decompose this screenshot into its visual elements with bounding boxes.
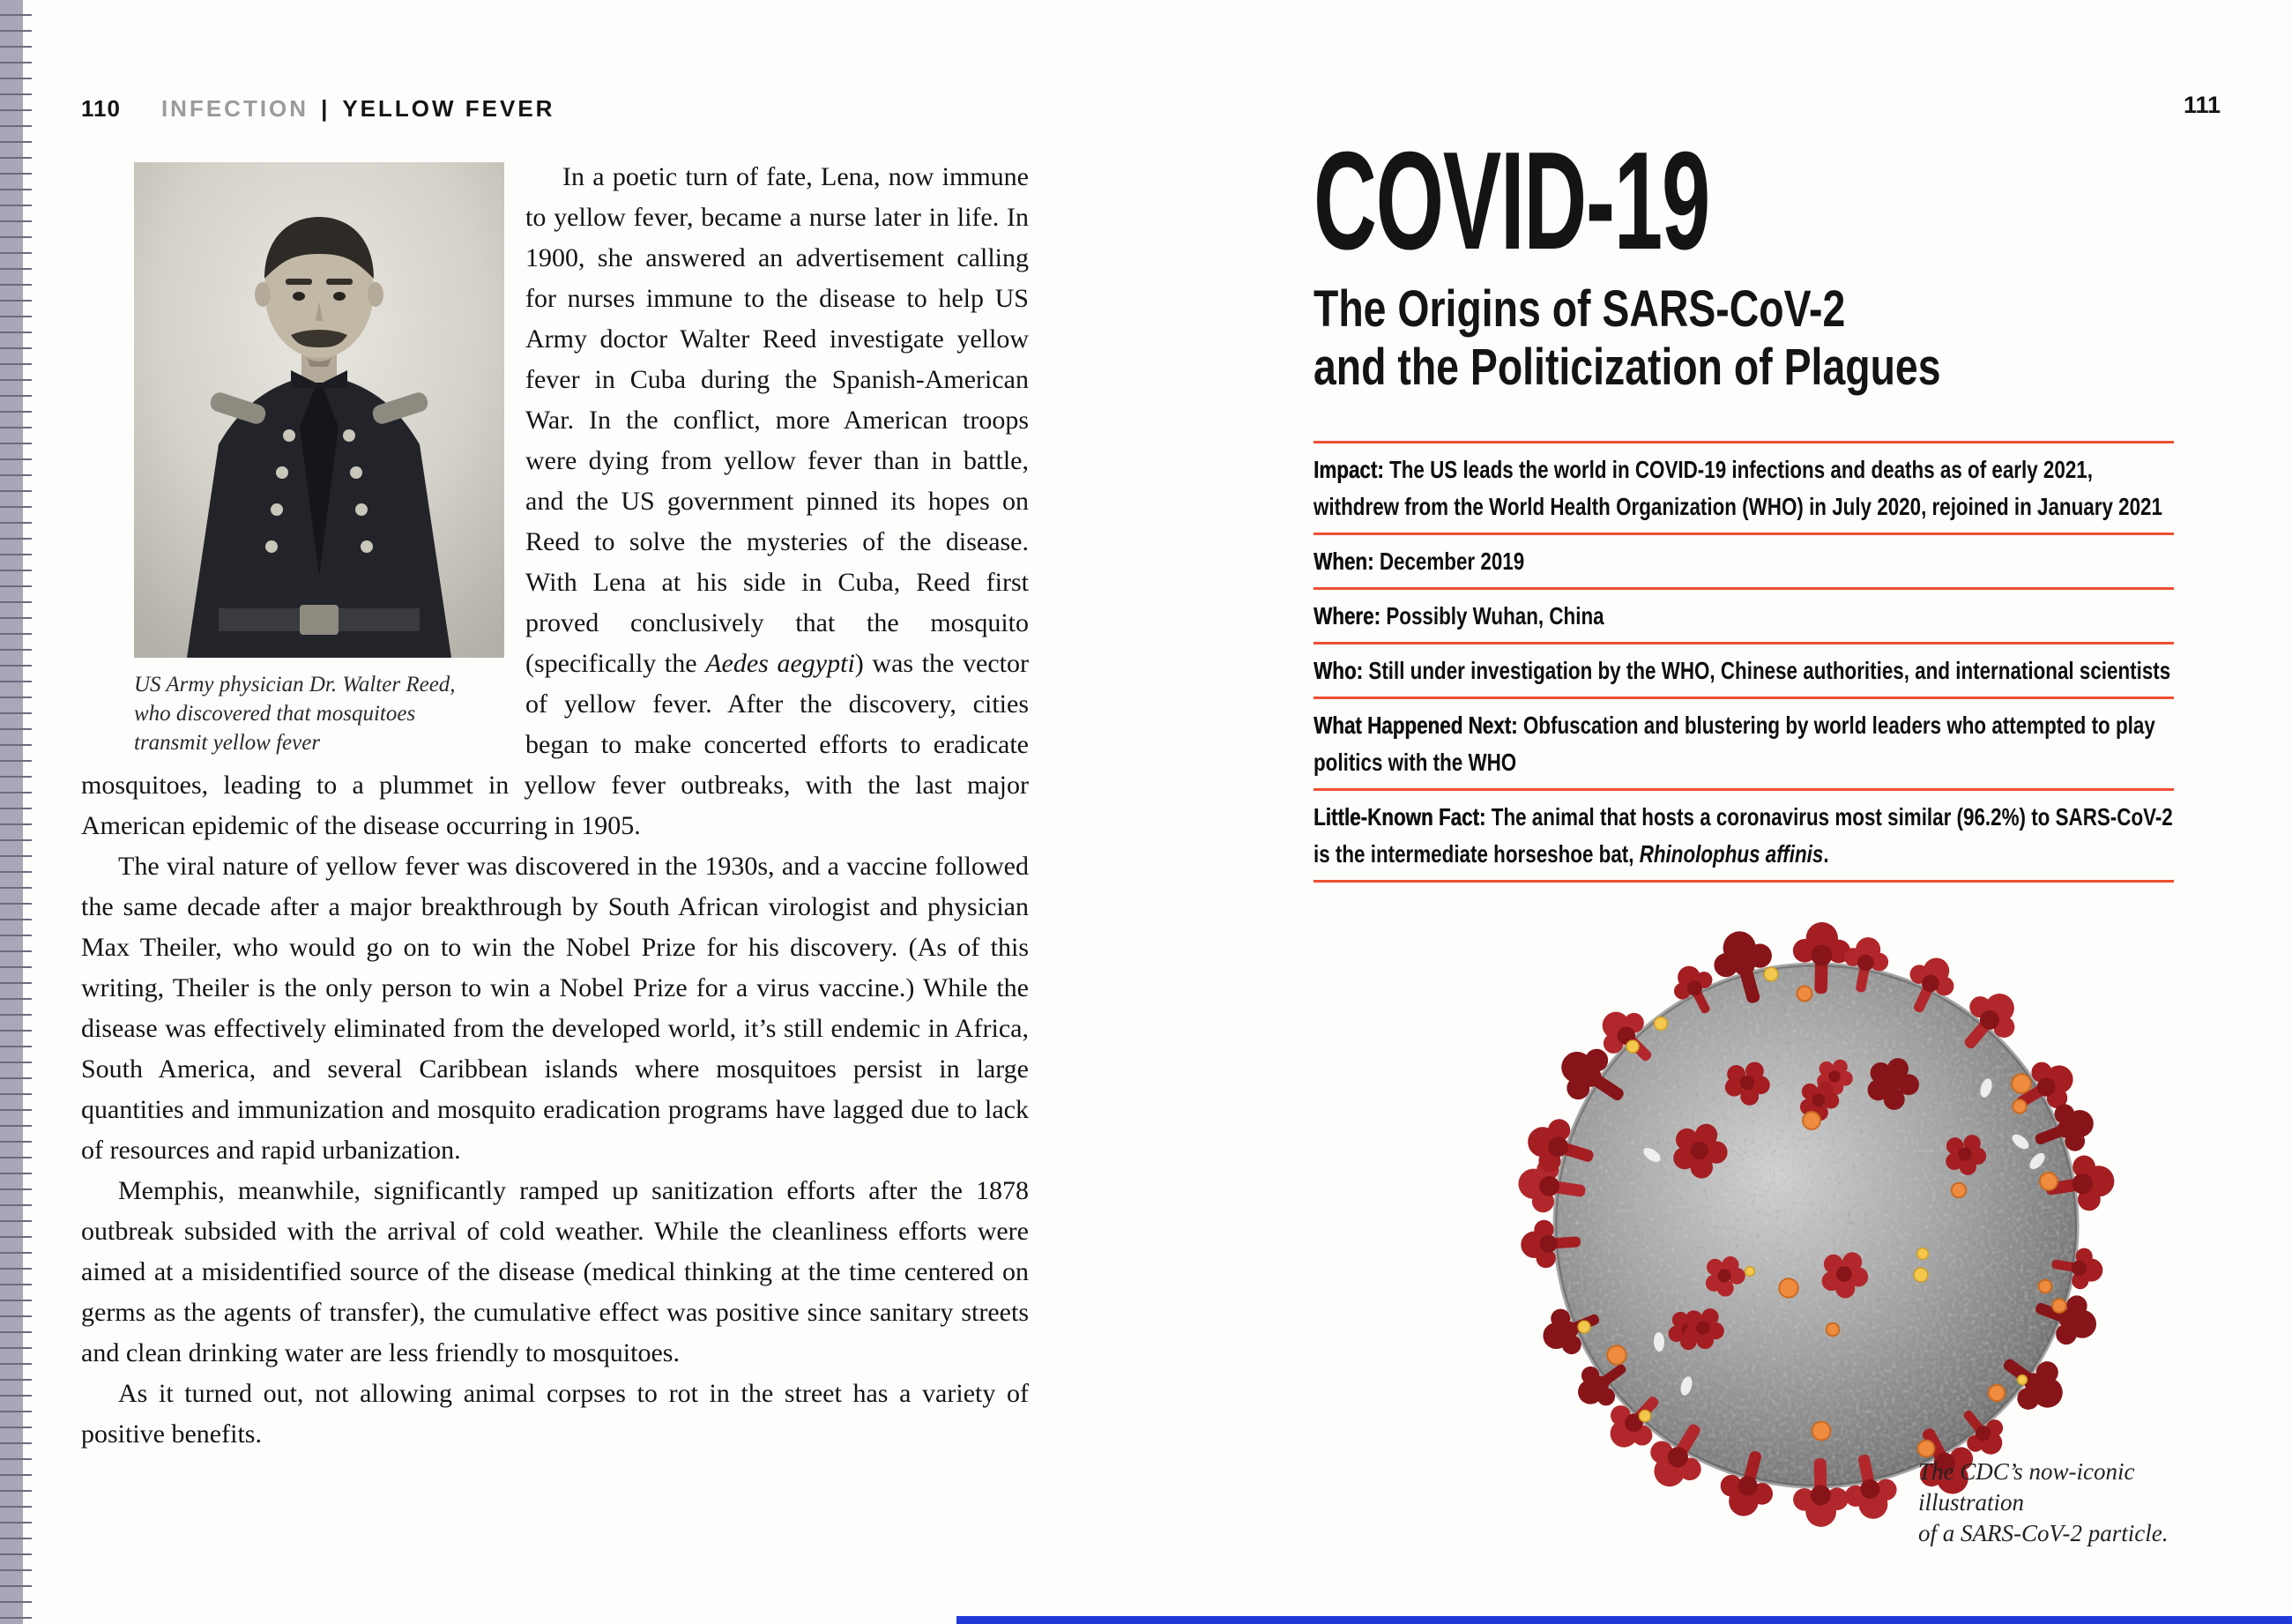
fact-little-known-fact <box>1313 791 2174 880</box>
paragraph-2: The viral nature of yellow fever was discovered in the 1930s, and a vaccine followed the same decade after a major breakthrough by South African virologist and physician Max Theiler, who would go on to win the Nobel Prize for his discovery. (As of this writing, Theiler is the only person to win a Nobel Prize for a virus vaccine.) While the disease was effectively eliminated from the developed world, it’s still endemic in Africa, South America, and several Caribbean islands where mosquitoes persist in large quantities and immunization and mosquito eradication programs have lagged due to lack of resources and rapid urbanization. <box>81 852 1029 1165</box>
species-name-italic: Rhinolophus affinis <box>1639 840 1824 868</box>
accent-bar <box>956 1616 2292 1624</box>
fact-text: The US leads the world in COVID-19 infections and deaths as of early 2021, withdrew from the World Health Organization (WHO) in July 2020, rejoined in January 2021 <box>1313 456 2162 520</box>
fact-text: December 2019 <box>1379 548 1525 575</box>
fact-label: Who: <box>1313 657 1363 684</box>
photo-block <box>134 162 504 757</box>
fact-text: The animal that hosts a coronavirus most similar (96.2%) to SARS-CoV-2 is the intermediate horseshoe bat, <box>1313 803 2173 868</box>
header-section: INFECTION <box>160 95 309 122</box>
fact-label: When: <box>1313 548 1374 575</box>
fact-text: Possibly Wuhan, China <box>1386 602 1604 629</box>
fact-label: Impact: <box>1313 456 1384 483</box>
paragraph-4: As it turned out, not allowing animal corpses to rot in the street has a variety of positive benefits. <box>81 1379 1029 1449</box>
fact-label: Little-Known Fact: <box>1313 803 1486 831</box>
fact-text: Still under investigation by the WHO, Chinese authorities, and international scientists <box>1368 657 2171 684</box>
header-separator: | <box>321 95 331 122</box>
running-header <box>81 95 554 123</box>
fact-who <box>1313 644 2174 697</box>
page-number-right: 111 <box>2184 92 2221 118</box>
virus-caption: The CDC’s now-iconic illustration of a SARS-CoV-2 particle. <box>1918 1458 2169 1546</box>
paragraph-3: Memphis, meanwhile, significantly ramped up sanitization efforts after the 1878 outbreak subsided with the arrival of cold weather. While the cleanliness efforts were aimed at a misidentified source of the disease (medical thinking at the time centered on germs as the agents of transfer), the cumulative effect was positive since sanitary streets and clean drinking water are less friendly to mosquitoes. <box>81 1176 1029 1367</box>
fact-list <box>1313 441 2174 883</box>
fact-impact <box>1313 443 2174 533</box>
chapter-subtitle: The Origins of SARS-CoV-2 and the Politicization of Plagues <box>1313 280 1941 396</box>
fact-when <box>1313 535 2174 587</box>
article-body <box>81 157 1029 1455</box>
left-page <box>32 0 1054 1624</box>
fact-what-happened-next <box>1313 699 2174 788</box>
page-number-left: 110 <box>81 95 121 122</box>
paragraph-1: In a poetic turn of fate, Lena, now immune to yellow fever, became a nurse later in life. In 1900, she answered an advertisement calling for nurses immune to the disease to help US Army doctor Walter Reed investigate yellow fever in Cuba during the Spanish-American War. In the conflict, more American troops were dying from yellow fever than in battle, and the US government pinned its hopes on Reed to solve the mysteries of the disease. With Lena at his side in Cuba, Reed first proved conclusively that the mosquito (specifically the Aedes aegypti) was the vector of yellow fever. After the discovery, cities began to make concerted efforts to eradicate mosquitoes, leading to a plummet in yellow fever outbreaks, with the last major American epidemic of the disease occurring in 1905. <box>81 162 1029 840</box>
fact-text-after: . <box>1823 840 1829 868</box>
chapter-title: COVID-19 <box>1313 123 1710 279</box>
binding-edge <box>0 0 32 1624</box>
fact-label: What Happened Next: <box>1313 711 1518 739</box>
header-topic: YELLOW FEVER <box>342 95 555 122</box>
species-name-italic: Aedes aegypti <box>705 649 855 678</box>
fact-text: Obfuscation and blustering by world leaders who attempted to play politics with the WHO <box>1313 711 2155 776</box>
photo-caption: US Army physician Dr. Walter Reed, who discovered that mosquitoes transmit yellow fever <box>134 673 456 755</box>
fact-label: Where: <box>1313 602 1380 629</box>
fact-where <box>1313 590 2174 642</box>
right-page <box>1278 0 2292 1624</box>
walter-reed-photo <box>134 162 504 658</box>
